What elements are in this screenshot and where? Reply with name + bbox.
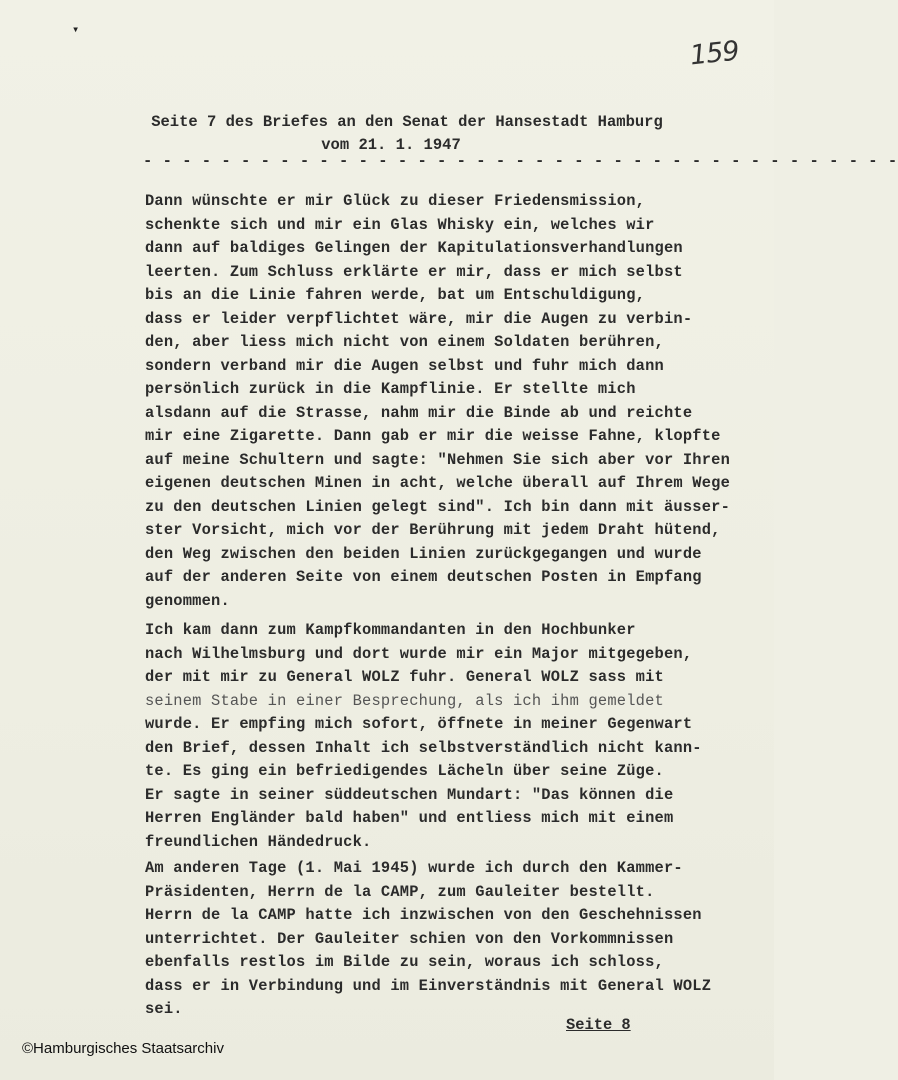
text-line: alsdann auf die Strasse, nahm mir die Binde ab und reichte (145, 403, 693, 422)
text-line: ebenfalls restlos im Bilde zu sein, woraus ich schloss, (145, 953, 664, 971)
text-line: Dann wünschte er mir Glück zu dieser Friedensmission, (145, 192, 646, 210)
text-line: unterrichtet. Der Gauleiter schien von den Vorkommnissen (145, 929, 674, 948)
text-line: eigenen deutschen Minen in acht, welche überall auf Ihrem Wege (145, 474, 731, 492)
letter-date: vom 21. 1. 1947 (321, 136, 461, 154)
text-line: auf meine Schultern und sagte: "Nehmen Sie sich aber vor Ihren (145, 450, 731, 469)
archive-copyright: ©Hamburgisches Staatsarchiv (22, 1040, 224, 1057)
text-line: wurde. Er empfing mich sofort, öffnete in meiner Gegenwart (145, 715, 693, 733)
text-line: freundlichen Händedruck. (145, 832, 372, 851)
text-line: schenkte sich und mir ein Glas Whisky ein, welches wir (145, 215, 655, 234)
text-line: Ich kam dann zum Kampfkommandanten in den Hochbunker (145, 621, 636, 639)
text-line: leerten. Zum Schluss erklärte er mir, dass er mich selbst (145, 262, 683, 281)
corner-mark: ▾ (72, 23, 80, 37)
text-line: bis an die Linie fahren werde, bat um Entschuldigung, (145, 286, 646, 304)
next-page-reference: Seite 8 (566, 1016, 631, 1034)
text-line: seinem Stabe in einer Besprechung, als ich ihm gemeldet (145, 691, 664, 710)
paragraph-1 (145, 190, 745, 613)
text-line: Er sagte in seiner süddeutschen Mundart: "Das können die (145, 785, 674, 804)
text-line: den, aber liess mich nicht von einem Soldaten berühren, (145, 333, 664, 351)
text-line: den Weg zwischen den beiden Linien zurückgegangen und wurde (145, 544, 702, 563)
text-line: den Brief, dessen Inhalt ich selbstverständlich nicht kann- (145, 738, 702, 757)
text-line: ster Vorsicht, mich vor der Berührung mit jedem Draht hütend, (145, 521, 721, 539)
text-line: nach Wilhelmsburg und dort wurde mir ein Major mitgegeben, (145, 644, 693, 663)
text-line: persönlich zurück in die Kampflinie. Er stellte mich (145, 380, 636, 398)
text-line: mir eine Zigarette. Dann gab er mir die weisse Fahne, klopfte (145, 427, 721, 445)
text-line: Präsidenten, Herrn de la CAMP, zum Gauleiter bestellt. (145, 882, 655, 901)
text-line: dass er leider verpflichtet wäre, mir die Augen zu verbin- (145, 309, 693, 328)
text-line: genommen. (145, 591, 230, 610)
text-line: auf der anderen Seite von einem deutschen Posten in Empfang (145, 568, 702, 586)
heading-rule: - - - - - - - - - - - - - - - - - - - - - - - - - - - - - - - - - - - - - - - (143, 152, 898, 170)
text-line: der mit mir zu General WOLZ fuhr. General WOLZ sass mit (145, 668, 664, 686)
text-line: sondern verband mir die Augen selbst und fuhr mich dann (145, 356, 664, 375)
paragraph-2 (145, 619, 745, 854)
text-line: Herrn de la CAMP hatte ich inzwischen von den Geschehnissen (145, 906, 702, 924)
text-line: dann auf baldiges Gelingen der Kapitulationsverhandlungen (145, 239, 683, 257)
paragraph-3 (145, 857, 745, 1022)
text-line: Herren Engländer bald haben" und entliess mich mit einem (145, 809, 674, 827)
folio-number: 159 (688, 35, 741, 72)
text-line: zu den deutschen Linien gelegt sind". Ich bin dann mit äusser- (145, 497, 731, 516)
text-line: sei. (145, 1000, 183, 1018)
text-line: Am anderen Tage (1. Mai 1945) wurde ich durch den Kammer- (145, 859, 683, 877)
text-line: te. Es ging ein befriedigendes Lächeln über seine Züge. (145, 762, 664, 780)
page-heading: Seite 7 des Briefes an den Senat der Hansestadt Hamburg (151, 113, 663, 131)
text-line: dass er in Verbindung und im Einverständnis mit General WOLZ (145, 976, 712, 995)
